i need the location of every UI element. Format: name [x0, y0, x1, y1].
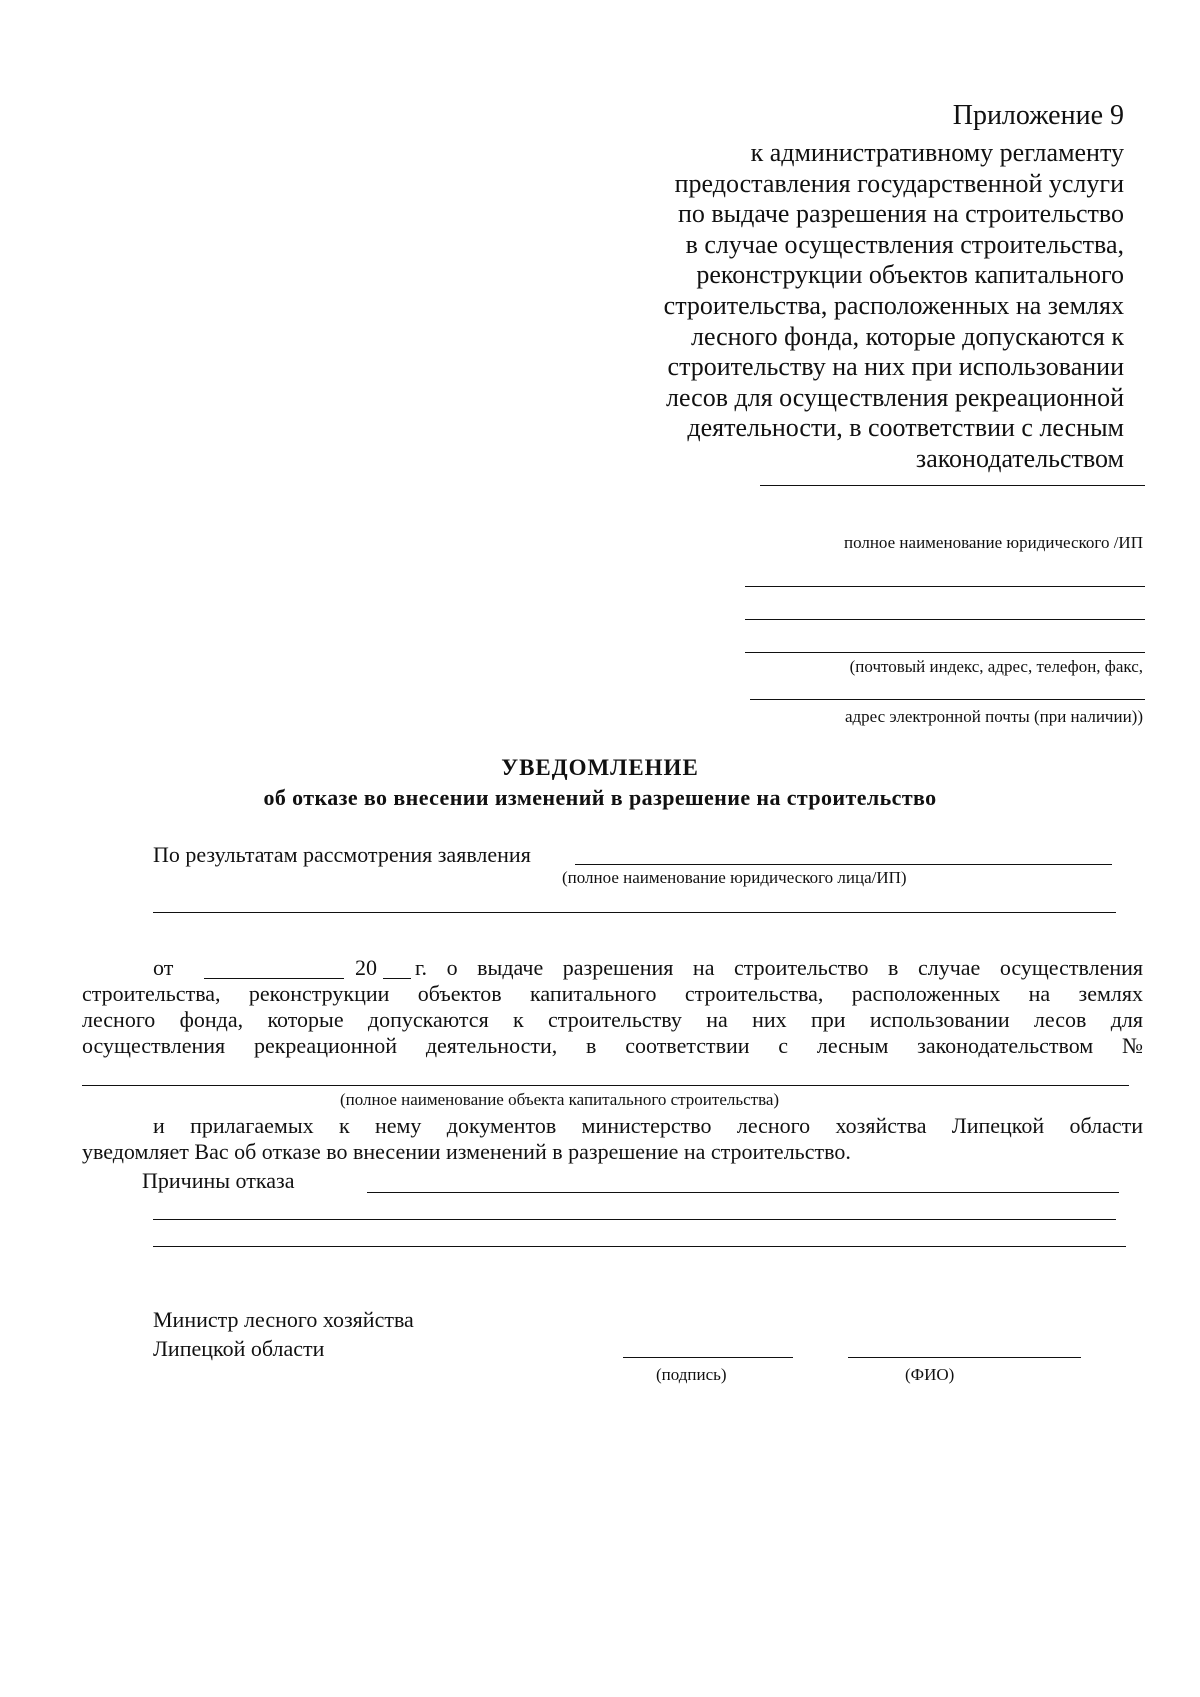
addressee-email-line[interactable] [750, 699, 1145, 700]
signer-name-line[interactable] [848, 1357, 1081, 1358]
applicant-name-line[interactable] [153, 912, 1116, 913]
reasons-label: Причины отказа [142, 1168, 295, 1193]
signature-caption: (подпись) [656, 1365, 727, 1384]
reasons-line[interactable] [367, 1192, 1119, 1193]
appendix-line: лесов для осуществления рекреационной [666, 383, 1124, 412]
appendix-line: строительства, расположенных на землях [663, 291, 1124, 320]
body-line: лесного фонда, которые допускаются к строительству на них при использовании лесов для [82, 1007, 1143, 1032]
signature-line[interactable] [623, 1357, 793, 1358]
appendix-line: реконструкции объектов капитального [696, 260, 1124, 289]
appendix-line: строительству на них при использовании [667, 352, 1124, 381]
body-line: уведомляет Вас об отказе во внесении изменений в разрешение на строительство. [82, 1139, 851, 1164]
body-line: осуществления рекреационной деятельности, в соответствии с лесным законодательством № [82, 1033, 1143, 1058]
appendix-line: к административному регламенту [750, 138, 1124, 167]
body-line: и прилагаемых к нему документов министерство лесного хозяйства Липецкой области [153, 1113, 1143, 1138]
appendix-line: деятельности, в соответствии с лесным [687, 413, 1124, 442]
notice-subtitle: об отказе во внесении изменений в разрешение на строительство [263, 785, 937, 810]
appendix-line: предоставления государственной услуги [674, 169, 1124, 198]
notice-title: УВЕДОМЛЕНИЕ [501, 755, 699, 780]
addressee-address-line[interactable] [745, 619, 1145, 620]
addressee-name-line[interactable] [760, 485, 1145, 486]
appendix-title: Приложение 9 [952, 100, 1124, 131]
addressee-address-line[interactable] [745, 586, 1145, 587]
object-caption: (полное наименование объекта капитального строительства) [340, 1090, 780, 1109]
addressee-name-caption: полное наименование юридического /ИП [843, 533, 1143, 552]
applicant-name-line[interactable] [575, 864, 1112, 865]
body-line: г. о выдаче разрешения на строительство в случае осуществления [415, 955, 1143, 980]
review-caption: (полное наименование юридического лица/ИП) [562, 868, 907, 887]
year-prefix: 20 [355, 955, 377, 980]
signer-position: Министр лесного хозяйства [153, 1307, 414, 1332]
appendix-line: лесного фонда, которые допускаются к [690, 322, 1124, 351]
from-label: от [153, 955, 174, 980]
appendix-line: законодательством [915, 444, 1124, 473]
appendix-line: по выдаче разрешения на строительство [677, 199, 1124, 228]
reasons-line[interactable] [153, 1246, 1126, 1247]
signer-region: Липецкой области [153, 1336, 325, 1361]
appendix-line: в случае осуществления строительства, [685, 230, 1124, 259]
addressee-email-caption: адрес электронной почты (при наличии)) [844, 707, 1143, 726]
date-line[interactable] [204, 978, 344, 979]
object-name-line[interactable] [82, 1085, 1129, 1086]
signer-name-caption: (ФИО) [905, 1365, 955, 1384]
reasons-line[interactable] [153, 1219, 1116, 1220]
review-label: По результатам рассмотрения заявления [153, 842, 531, 867]
addressee-address-line[interactable] [745, 652, 1145, 653]
year-line[interactable] [383, 978, 411, 979]
addressee-address-caption: (почтовый индекс, адрес, телефон, факс, [849, 657, 1143, 676]
body-line: строительства, реконструкции объектов капитального строительства, расположенных на землях [82, 981, 1143, 1006]
